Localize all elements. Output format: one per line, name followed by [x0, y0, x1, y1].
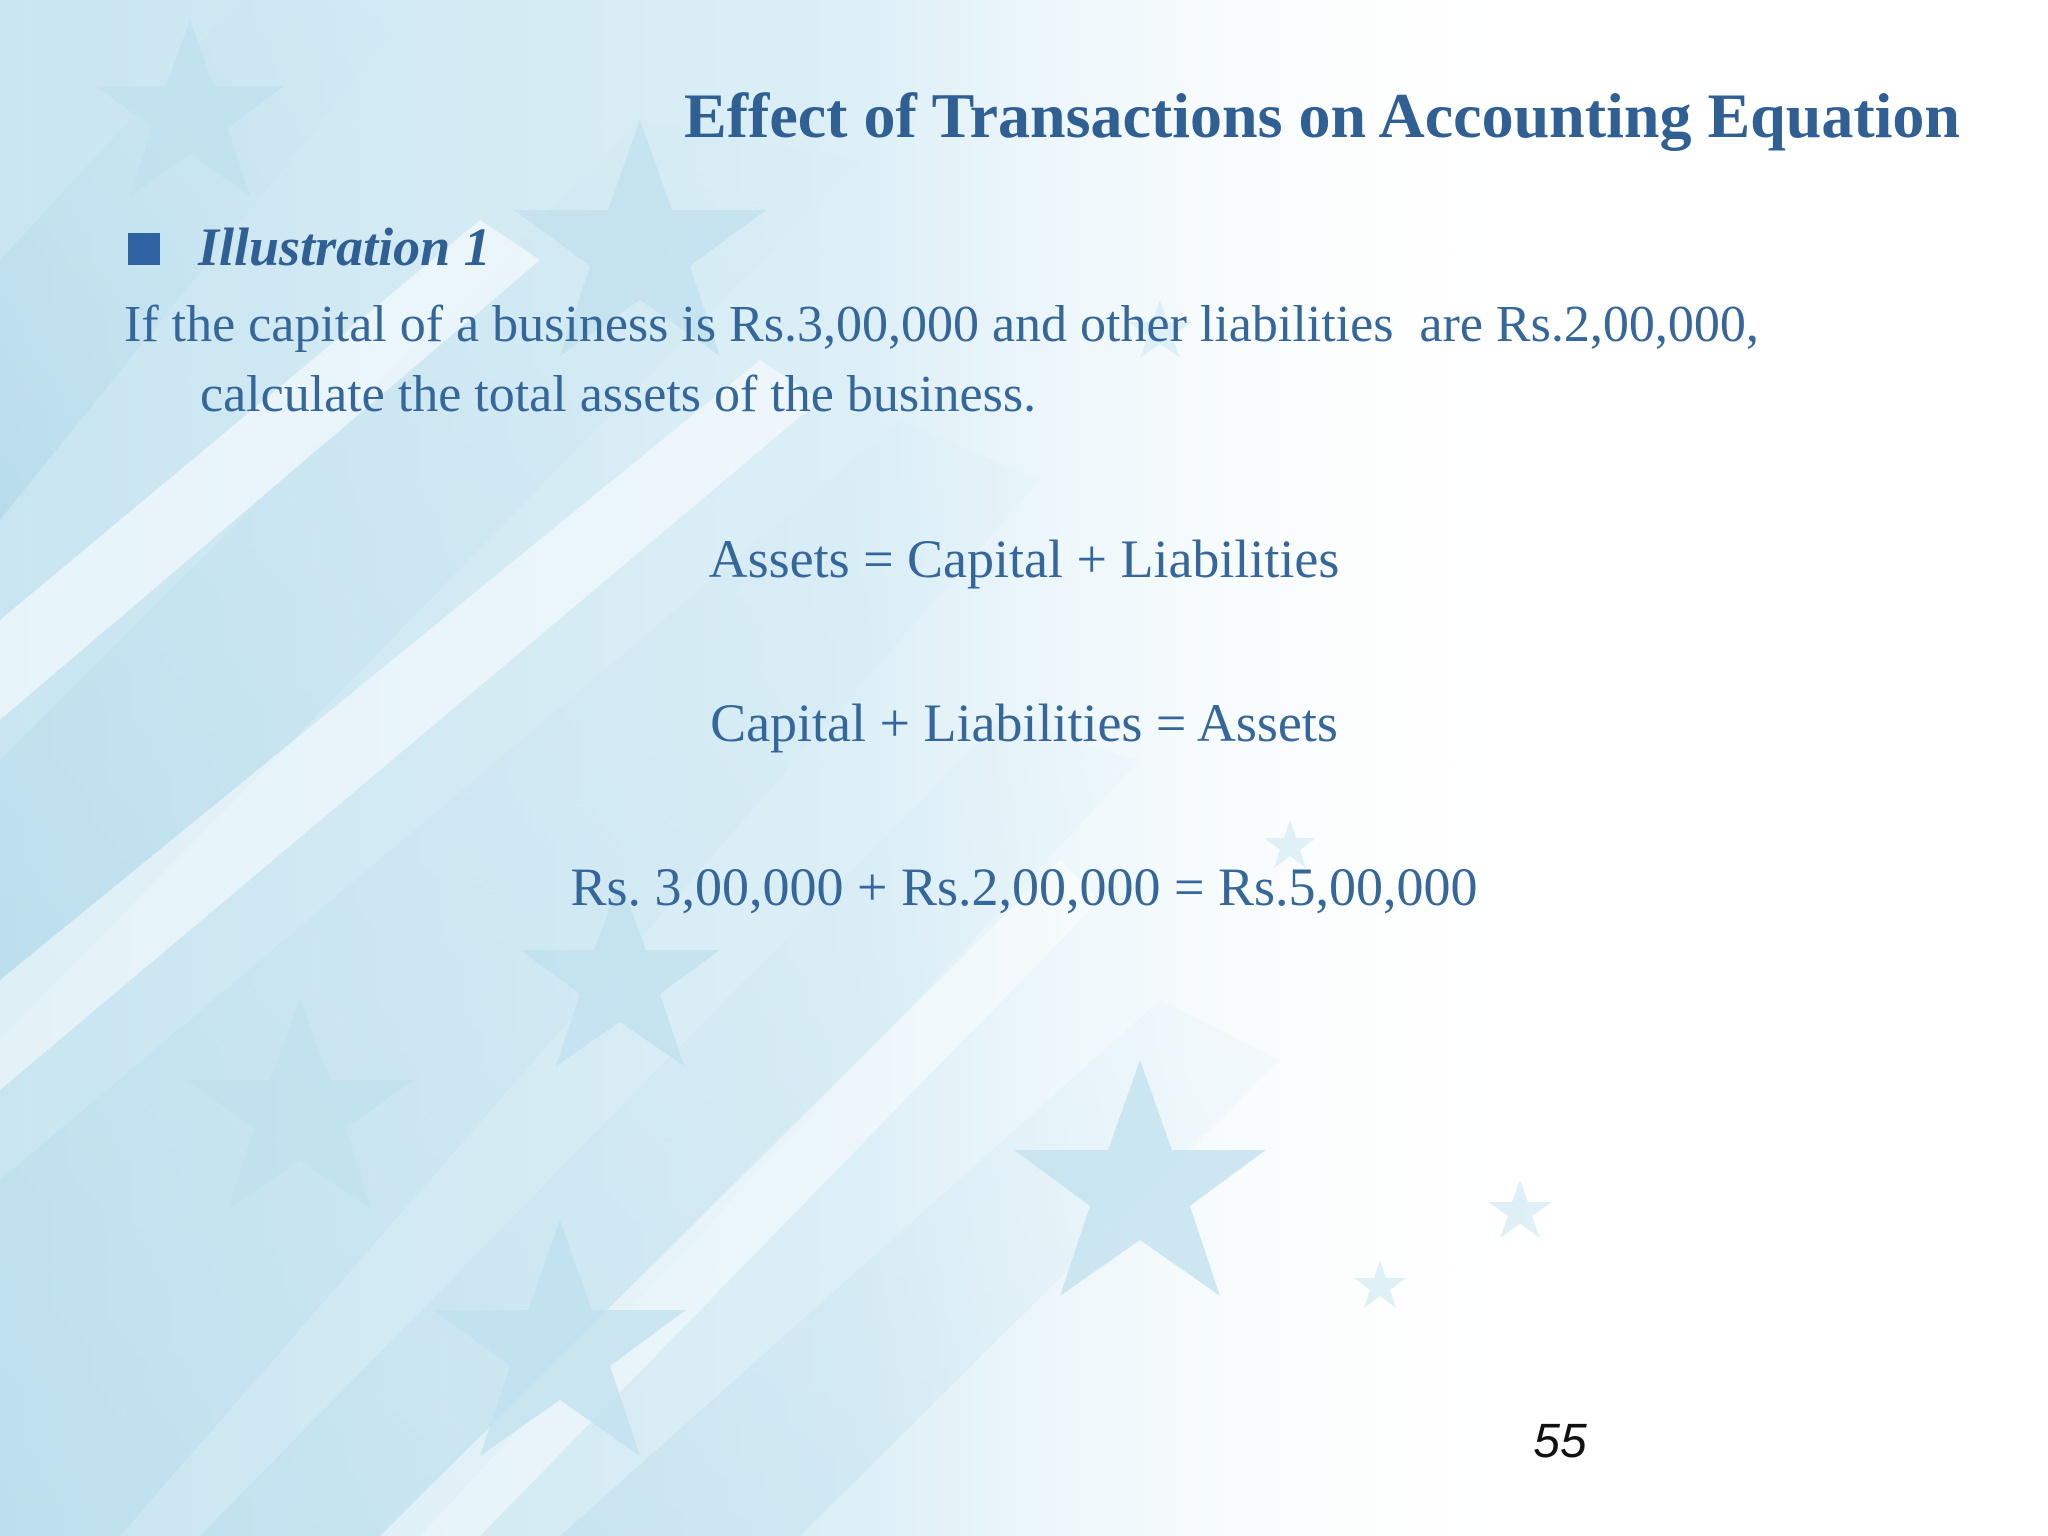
equation-calculation: Rs. 3,00,000 + Rs.2,00,000 = Rs.5,00,000 [570, 857, 1478, 917]
equation-assets: Assets = Capital + Liabilities [708, 529, 1340, 589]
problem-line-1: If the capital of a business is Rs.3,00,000 and other liabilities are Rs.2,00,000, [124, 296, 1759, 353]
bullet-label: Illustration 1 [198, 217, 491, 277]
problem-statement [124, 290, 1944, 430]
bullet-item [128, 212, 491, 282]
page-number: 55 [1533, 1415, 1587, 1468]
square-bullet-icon [128, 233, 160, 265]
slide-title: Effect of Transactions on Accounting Equation [684, 80, 1960, 151]
problem-line-2: calculate the total assets of the business. [200, 366, 1037, 423]
equation-capital-liabilities: Capital + Liabilities = Assets [710, 693, 1338, 753]
